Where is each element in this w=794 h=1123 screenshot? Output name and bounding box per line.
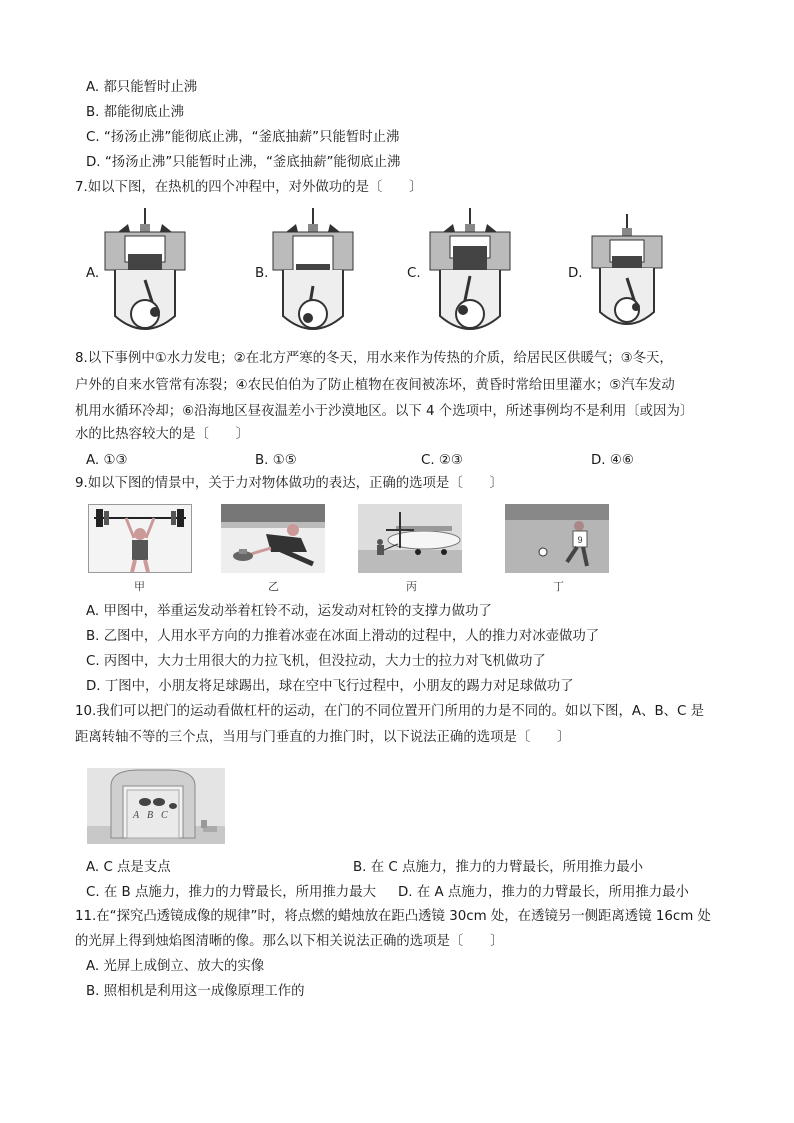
- q8-stem-line2: 户外的自来水管常有冻裂；④农民伯伯为了防止植物在夜间被冻坏，黄昏时常给田里灌水；⑤汽车发动: [75, 378, 675, 393]
- caption-bing: 丙: [406, 580, 417, 593]
- q8-stem-line4: 水的比热容较大的是〔 〕: [75, 427, 250, 442]
- curling-photo: [221, 504, 325, 573]
- q7-stem: 7.如以下图，在热机的四个冲程中，对外做功的是〔 〕: [75, 180, 423, 195]
- door-point-b: B: [147, 810, 154, 821]
- caption-jia: 甲: [134, 580, 145, 593]
- q11-option-b: B. 照相机是利用这一成像原理工作的: [86, 984, 305, 999]
- q6-option-c: C. “扬汤止沸”能彻底止沸，“釜底抽薪”只能暂时止沸: [86, 130, 400, 145]
- q9-option-b: B. 乙图中，人用水平方向的力推着冰壶在冰面上滑动的过程中，人的推力对冰壶做功了: [86, 629, 600, 644]
- q7-label-c: C.: [407, 266, 421, 281]
- q8-option-c: C. ②③: [421, 453, 463, 468]
- q6-option-d: D. “扬汤止沸”只能暂时止沸，“釜底抽薪”能彻底止沸: [86, 155, 401, 170]
- q6-option-a: A. 都只能暂时止沸: [86, 80, 198, 95]
- engine-diagram-b: [268, 206, 358, 342]
- engine-diagram-d: [588, 212, 666, 336]
- door-photo: [87, 768, 225, 844]
- jersey-number: 9: [577, 535, 583, 545]
- q6-option-b: B. 都能彻底止沸: [86, 105, 185, 120]
- q9-option-d: D. 丁图中，小朋友将足球踢出，球在空中飞行过程中，小朋友的踢力对足球做功了: [86, 679, 574, 694]
- q10-option-a: A. C 点是支点: [86, 860, 171, 875]
- q8-option-a: A. ①③: [86, 453, 128, 468]
- q10-stem-line1: 10.我们可以把门的运动看做杠杆的运动，在门的不同位置开门所用的力是不同的。如以下图，A、B、C 是: [75, 704, 705, 719]
- q10-option-d: D. 在 A 点施力，推力的力臂最长，所用推力最小: [398, 885, 689, 900]
- q7-label-b: B.: [255, 266, 269, 281]
- q10-stem-line2: 距离转轴不等的三个点，当用与门垂直的力推门时，以下说法正确的选项是〔 〕: [75, 730, 571, 745]
- q11-stem-line2: 的光屏上得到烛焰图清晰的像。那么以下相关说法正确的选项是〔 〕: [75, 934, 504, 949]
- engine-diagram-c: [425, 206, 515, 342]
- q9-option-a: A. 甲图中，举重运发动举着杠铃不动，运发动对杠铃的支撑力做功了: [86, 604, 492, 619]
- q9-option-c: C. 丙图中，大力士用很大的力拉飞机，但没拉动，大力士的拉力对飞机做功了: [86, 654, 546, 669]
- q8-stem-line1: 8.以下事例中①水力发电；②在北方严寒的冬天，用水来作为传热的介质，给居民区供暖气；③冬天，: [75, 351, 673, 366]
- q11-stem-line1: 11.在“探究凸透镜成像的规律”时，将点燃的蜡烛放在距凸透镜 30cm 处，在透镜另一侧距离透镜 16cm 处: [75, 909, 711, 924]
- q8-stem-line3: 机用水循环冷却；⑥沿海地区昼夜温差小于沙漠地区。以下 4 个选项中，所述事例均不是利用〔或因为〕: [75, 404, 694, 419]
- q10-option-c: C. 在 B 点施力，推力的力臂最长，所用推力最大: [86, 885, 376, 900]
- plane-pulling-photo: [358, 504, 462, 573]
- q8-option-b: B. ①⑤: [255, 453, 297, 468]
- q7-label-d: D.: [568, 266, 583, 281]
- football-photo: [505, 504, 609, 573]
- q8-option-d: D. ④⑥: [591, 453, 634, 468]
- q7-label-a: A.: [86, 266, 100, 281]
- caption-ding: 丁: [553, 580, 564, 593]
- q10-option-b: B. 在 C 点施力，推力的力臂最长，所用推力最小: [353, 860, 643, 875]
- door-point-c: C: [161, 810, 168, 821]
- weightlifter-photo: [88, 504, 192, 573]
- q11-option-a: A. 光屏上成倒立、放大的实像: [86, 959, 265, 974]
- caption-yi: 乙: [268, 580, 279, 593]
- door-point-a: A: [133, 810, 140, 821]
- q9-stem: 9.如以下图的情景中，关于力对物体做功的表达，正确的选项是〔 〕: [75, 476, 503, 491]
- engine-diagram-a: [100, 206, 190, 342]
